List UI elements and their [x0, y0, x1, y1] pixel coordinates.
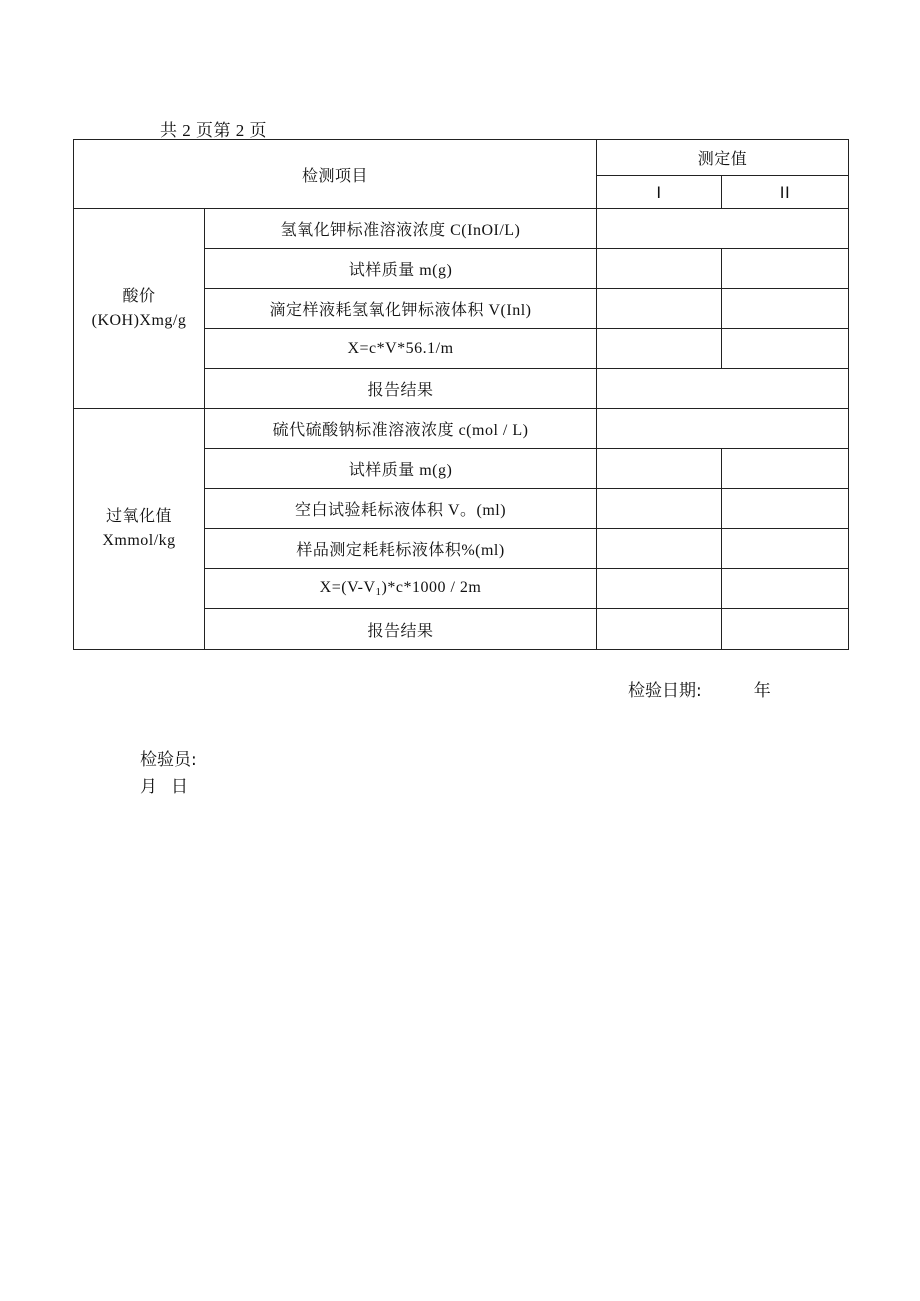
inspector-block — [140, 747, 197, 801]
value-cell-1 — [597, 529, 722, 569]
inspection-date-line — [628, 676, 771, 701]
value-cell-2 — [722, 529, 849, 569]
page-number-label: 共 2 页第 2 页 — [160, 121, 267, 140]
value-cell-1 — [597, 289, 722, 329]
header-measured-cell: 测定值 — [597, 140, 849, 176]
value-cell-2 — [722, 609, 849, 650]
header-col-1: I — [597, 176, 722, 209]
value-cell-2 — [722, 289, 849, 329]
day-label: 日 — [171, 777, 188, 797]
value-cell-2 — [722, 249, 849, 289]
row-label: 试样质量 m(g) — [205, 449, 597, 489]
group-label-line1: 酸价 — [122, 287, 156, 305]
formula-tail: )*c*1000 / 2m — [381, 579, 482, 596]
group-label-line2: Xmmol/kg — [102, 532, 176, 549]
row-label-formula — [205, 569, 597, 609]
date-label: 检验日期: — [628, 681, 702, 701]
header-col-2: II — [722, 176, 849, 209]
value-cell-1 — [597, 569, 722, 609]
row-label: 样品测定耗耗标液体积%(ml) — [205, 529, 597, 569]
month-day-line — [140, 774, 197, 801]
group-label-peroxide-value — [74, 409, 205, 650]
inspector-label: 检验员: — [140, 750, 197, 770]
header-item-cell: 检测项目 — [74, 140, 597, 209]
formula-head: X=(V-V — [319, 579, 376, 596]
inspection-table — [73, 139, 849, 650]
value-cell-2 — [722, 449, 849, 489]
value-cell-2 — [722, 489, 849, 529]
value-cell-1 — [597, 489, 722, 529]
row-label: 滴定样液耗氢氧化钾标液体积 V(Inl) — [205, 289, 597, 329]
row-label: 空白试验耗标液体积 V。(ml) — [205, 489, 597, 529]
row-label: 氢氧化钾标准溶液浓度 C(InOI/L) — [205, 209, 597, 249]
month-label: 月 — [140, 777, 157, 797]
value-cell-merged — [597, 369, 849, 409]
header-row — [74, 140, 849, 176]
row-label: 报告结果 — [205, 609, 597, 650]
value-cell-merged — [597, 209, 849, 249]
row-label: 试样质量 m(g) — [205, 249, 597, 289]
formula-subscript: 1 — [375, 586, 382, 598]
table-row — [74, 209, 849, 249]
row-label: 硫代硫酸钠标准溶液浓度 c(mol / L) — [205, 409, 597, 449]
group-label-line1: 过氧化值 — [105, 508, 172, 525]
year-label: 年 — [753, 681, 771, 701]
value-cell-merged — [597, 409, 849, 449]
value-cell-2 — [722, 569, 849, 609]
value-cell-1 — [597, 449, 722, 489]
group-label-acid-value — [74, 209, 205, 409]
value-cell-1 — [597, 609, 722, 650]
group-label-line2: (KOH)Xmg/g — [91, 311, 187, 329]
value-cell-1 — [597, 329, 722, 369]
table-row — [74, 409, 849, 449]
row-label: 报告结果 — [205, 369, 597, 409]
value-cell-1 — [597, 249, 722, 289]
value-cell-2 — [722, 329, 849, 369]
row-label: X=c*V*56.1/m — [205, 329, 597, 369]
